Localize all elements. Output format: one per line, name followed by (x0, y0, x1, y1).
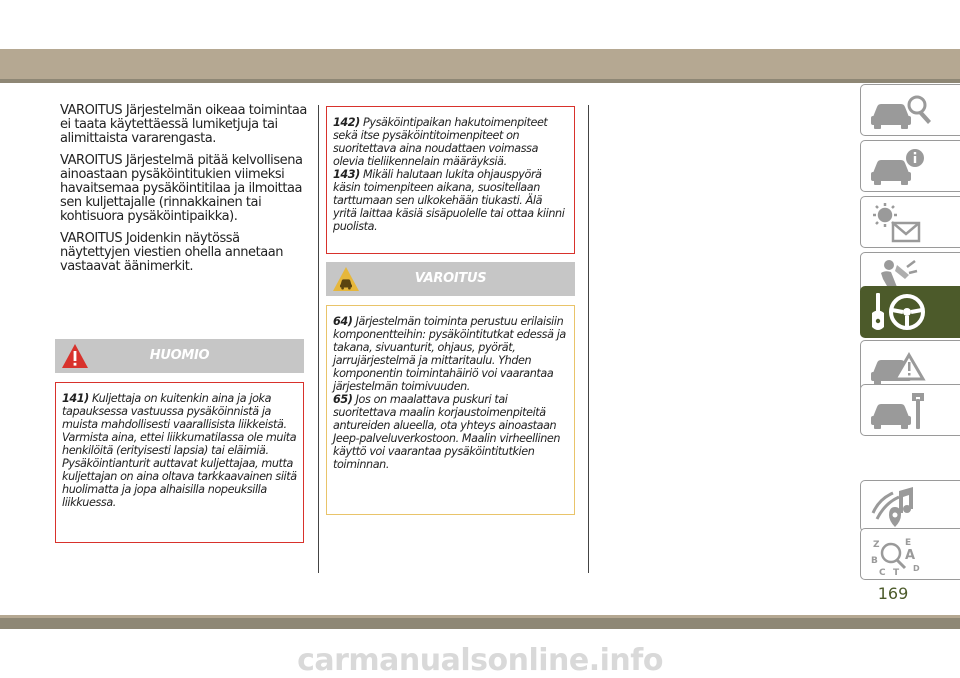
svg-text:A: A (905, 548, 916, 563)
note-number: 141) (62, 392, 89, 405)
note-64 (333, 315, 568, 393)
page-number: 169 (877, 584, 909, 603)
svg-text:D: D (913, 564, 920, 573)
warning-lights-message-icon (867, 201, 957, 245)
note-141 (62, 392, 297, 509)
note-number: 64) (333, 315, 353, 328)
svg-text:C: C (879, 568, 886, 577)
sidebar-tab-car-info[interactable] (860, 140, 960, 192)
sidebar-tab-car-search[interactable] (860, 84, 960, 136)
varoitus-title: VAROITUS (414, 271, 487, 286)
header-band-rule (0, 79, 960, 83)
note-text: Kuljettaja on kuitenkin aina ja joka tapauksessa vastuussa pysäköinnistä ja muista mahdollisesti vaarallisista liikkeistä. Varmista aina, ettei liikkumatilassa ole muita henkilöitä (erityisesti lapsia) tai eläimiä. Pysäköintianturit auttavat kuljettajaa, mutta kuljettajan on aina oltava tarkkaavainen siitä huolimatta ja jopa alhaisilla nopeuksilla liikkuessa. (62, 392, 297, 509)
paragraph-warning-sound-signals: VAROITUS Joidenkin näytössä näytettyjen viestien ohella annetaan vastaavat äänimerkit. (60, 231, 284, 274)
huomio-title: HUOMIO (149, 348, 210, 363)
paragraph-warning-snow-chains: VAROITUS Järjestelmän oikeaa toimintaa ei taata käytettäessä lumiketjuja tai alimittaista vararengasta. (60, 103, 307, 146)
key-steering-wheel-icon (867, 291, 957, 335)
note-number: 143) (333, 168, 360, 181)
huomio-header (55, 339, 304, 373)
note-text: Pysäköintipaikan hakutoimenpiteet sekä itse pysäköintitoimenpiteet on suoritettava aina noudattaen voimassa olevia tieliikennelain määräyksiä. (333, 116, 548, 168)
watermark: carmanualsonline.info (297, 643, 663, 678)
car-wrench-icon (867, 389, 957, 433)
left-column (60, 104, 310, 282)
note-142 (333, 116, 568, 168)
svg-text:E: E (905, 538, 912, 548)
column-divider-left (318, 105, 319, 573)
note-number: 142) (333, 116, 360, 129)
note-143 (333, 168, 568, 233)
sidebar-tab-maintenance[interactable] (860, 384, 960, 436)
header-band (0, 49, 960, 79)
continued-notes-box (326, 106, 575, 254)
svg-text:B: B (871, 556, 878, 566)
car-search-icon (867, 89, 957, 133)
note-text: Mikäli halutaan lukita ohjauspyörä käsin toimenpiteen aikana, suositellaan tarttumaan sen ulkokehään tiukasti. Älä yritä laittaa käsiä sisäpuolelle tai ottaa kiinni puolista. (333, 168, 565, 233)
note-65 (333, 393, 568, 471)
note-text: Jos on maalattava puskuri tai suoritettava maalin korjaustoimenpiteitä antureiden alueella, ota yhteys ainoastaan Jeep-palveluverkostoon. Maalin virheellinen käyttö voi vaarantaa pysäköintitutkien toiminnan. (333, 393, 561, 471)
sidebar-tab-index[interactable] (860, 528, 960, 580)
sidebar-tab-starting-driving[interactable] (860, 286, 960, 338)
note-number: 65) (333, 393, 353, 406)
svg-text:T: T (893, 568, 900, 577)
varoitus-note-box (326, 305, 575, 515)
svg-text:Z: Z (873, 540, 880, 550)
top-margin (0, 0, 960, 49)
paragraph-warning-parking-space: VAROITUS Järjestelmä pitää kelvollisena ainoastaan pysäköintitukien viimeksi havaitsemaa pysäköintitilaa ja ilmoittaa sen kuljettajalle (rinnakkainen tai kohtisuora pysäköintipaikka). (60, 153, 303, 224)
note-text: Järjestelmän toiminta perustuu erilaisiin komponentteihin: pysäköintitutkat edessä ja takana, sivuanturit, ohjaus, pyörät, jarrujärjestelmä ja mittaritaulu. Yhden komponentin toimintahäiriö voi vaarantaa järjestelmän toimivuuden. (333, 315, 566, 393)
varoitus-header (326, 262, 575, 296)
sidebar-tab-multimedia[interactable] (860, 480, 960, 532)
huomio-note-box (55, 382, 304, 543)
column-divider-right (588, 105, 589, 573)
car-warning-triangle-icon (867, 345, 957, 389)
alphabet-index-icon (867, 533, 957, 577)
multimedia-music-nav-icon (867, 485, 957, 529)
footer-band (0, 615, 960, 629)
sidebar-tab-warning-lights[interactable] (860, 196, 960, 248)
car-info-icon (867, 145, 957, 189)
